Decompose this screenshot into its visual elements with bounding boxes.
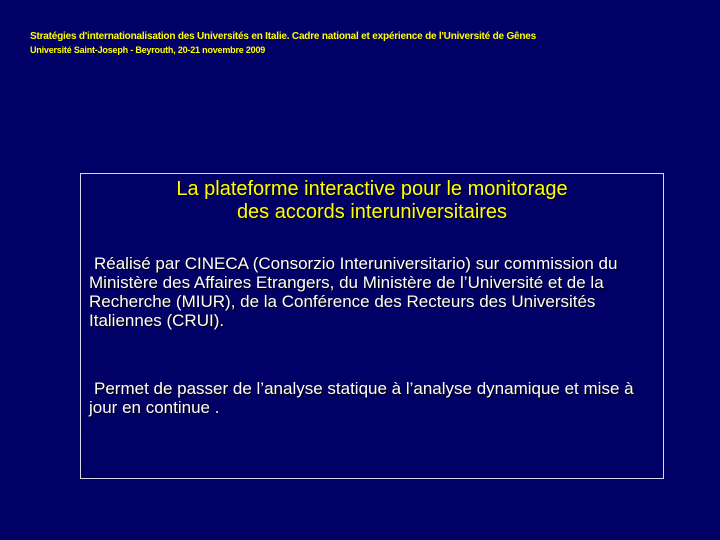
header-conference-title: Stratégies d'internationalisation des Universités en Italie. Cadre national et expérience de l'Université de Gênes (30, 31, 537, 42)
paragraph-permet-text: Permet de passer de l’analyse statique à l’analyse dynamique et mise à jour en continue . (89, 379, 634, 417)
slide-title-line2: des accords interuniversitaires (236, 201, 508, 223)
slide-title-line1: La plateforme interactive pour le monitorage (176, 178, 568, 200)
paragraph-permet (89, 379, 661, 417)
content-box (80, 173, 664, 479)
paragraph-realise-text: Réalisé par CINECA (Consorzio Interuniversitario) sur commission du Ministère des Affaires Etrangers, du Ministère de l’Université et de la Recherche (MIUR), de la Conférence des Recteurs des Universités Italiennes (CRUI). (89, 254, 618, 330)
paragraph-realise (89, 254, 661, 330)
header-venue-date: Université Saint-Joseph - Beyrouth, 20-21 novembre 2009 (30, 45, 266, 55)
slide-title (81, 178, 663, 224)
